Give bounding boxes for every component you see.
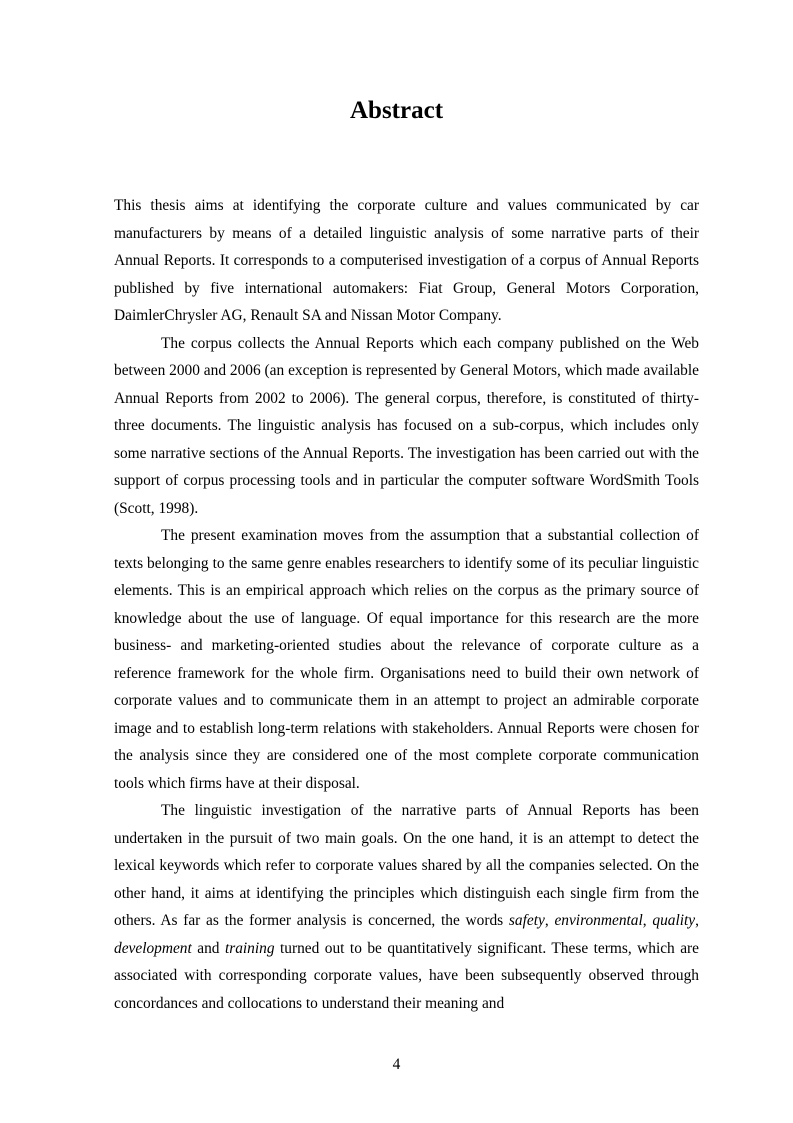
abstract-paragraph-3: The present examination moves from the assumption that a substantial collection of texts belonging to the same genre enables researchers to identify some of its peculiar linguistic elements. This is an empirical approach which relies on the corpus as the primary source of knowledge about the use of language. Of equal importance for this research are the more business- and marketing-oriented studies about the relevance of corporate culture as a reference framework for the whole firm. Organisations need to build their own network of corporate values and to communicate them in an attempt to project an admirable corporate image and to establish long-term relations with stakeholders. Annual Reports were chosen for the analysis since they are considered one of the most complete corporate communication tools which firms have at their disposal. — [114, 527, 699, 792]
keyword-separator: , — [642, 912, 653, 929]
abstract-body — [114, 192, 699, 1017]
keyword-separator: , — [544, 912, 555, 929]
paragraph-4-outro: turned out to be quantitatively significant. These terms, which are associated with corresponding corporate values, have been subsequently observed through concordances and collocations to understand their meaning and — [114, 939, 700, 1012]
keyword-separator: , — [695, 912, 699, 929]
keyword-training: training — [224, 939, 275, 957]
abstract-paragraph-1: This thesis aims at identifying the corporate culture and values communicated by car manufacturers by means of a detailed linguistic analysis of some narrative parts of their Annual Reports. It corresponds to a computerised investigation of a corpus of Annual Reports published by five international automakers: Fiat Group, General Motors Corporation, DaimlerChrysler AG, Renault SA and Nissan Motor Company. — [114, 197, 699, 324]
keyword-separator: and — [191, 939, 225, 957]
keyword-quality: quality — [652, 912, 696, 929]
page-number: 4 — [392, 1056, 401, 1073]
keyword-safety: safety — [508, 912, 545, 929]
page-title: Abstract — [349, 97, 444, 124]
keyword-environmental: environmental — [554, 912, 643, 929]
abstract-paragraph-2: The corpus collects the Annual Reports which each company published on the Web between 2000 and 2006 (an exception is represented by General Motors, which made available Annual Reports from 2002 to 2006). The general corpus, therefore, is constituted of thirty-three documents. The linguistic analysis has focused on a sub-corpus, which includes only some narrative sections of the Annual Reports. The investigation has been carried out with the support of corpus processing tools and in particular the computer software WordSmith Tools (Scott, 1998). — [114, 334, 699, 517]
paragraph-4-intro: The linguistic investigation of the narrative parts of Annual Reports has been undertaken in the pursuit of two main goals. On the one hand, it is an attempt to detect the lexical keywords which refer to corporate values shared by all the companies selected. On the other hand, it aims at identifying the principles which distinguish each single firm from the others. As far as the former analysis is concerned, the words — [114, 802, 699, 929]
abstract-paragraph-4 — [114, 797, 699, 1017]
keyword-development: development — [114, 939, 192, 957]
